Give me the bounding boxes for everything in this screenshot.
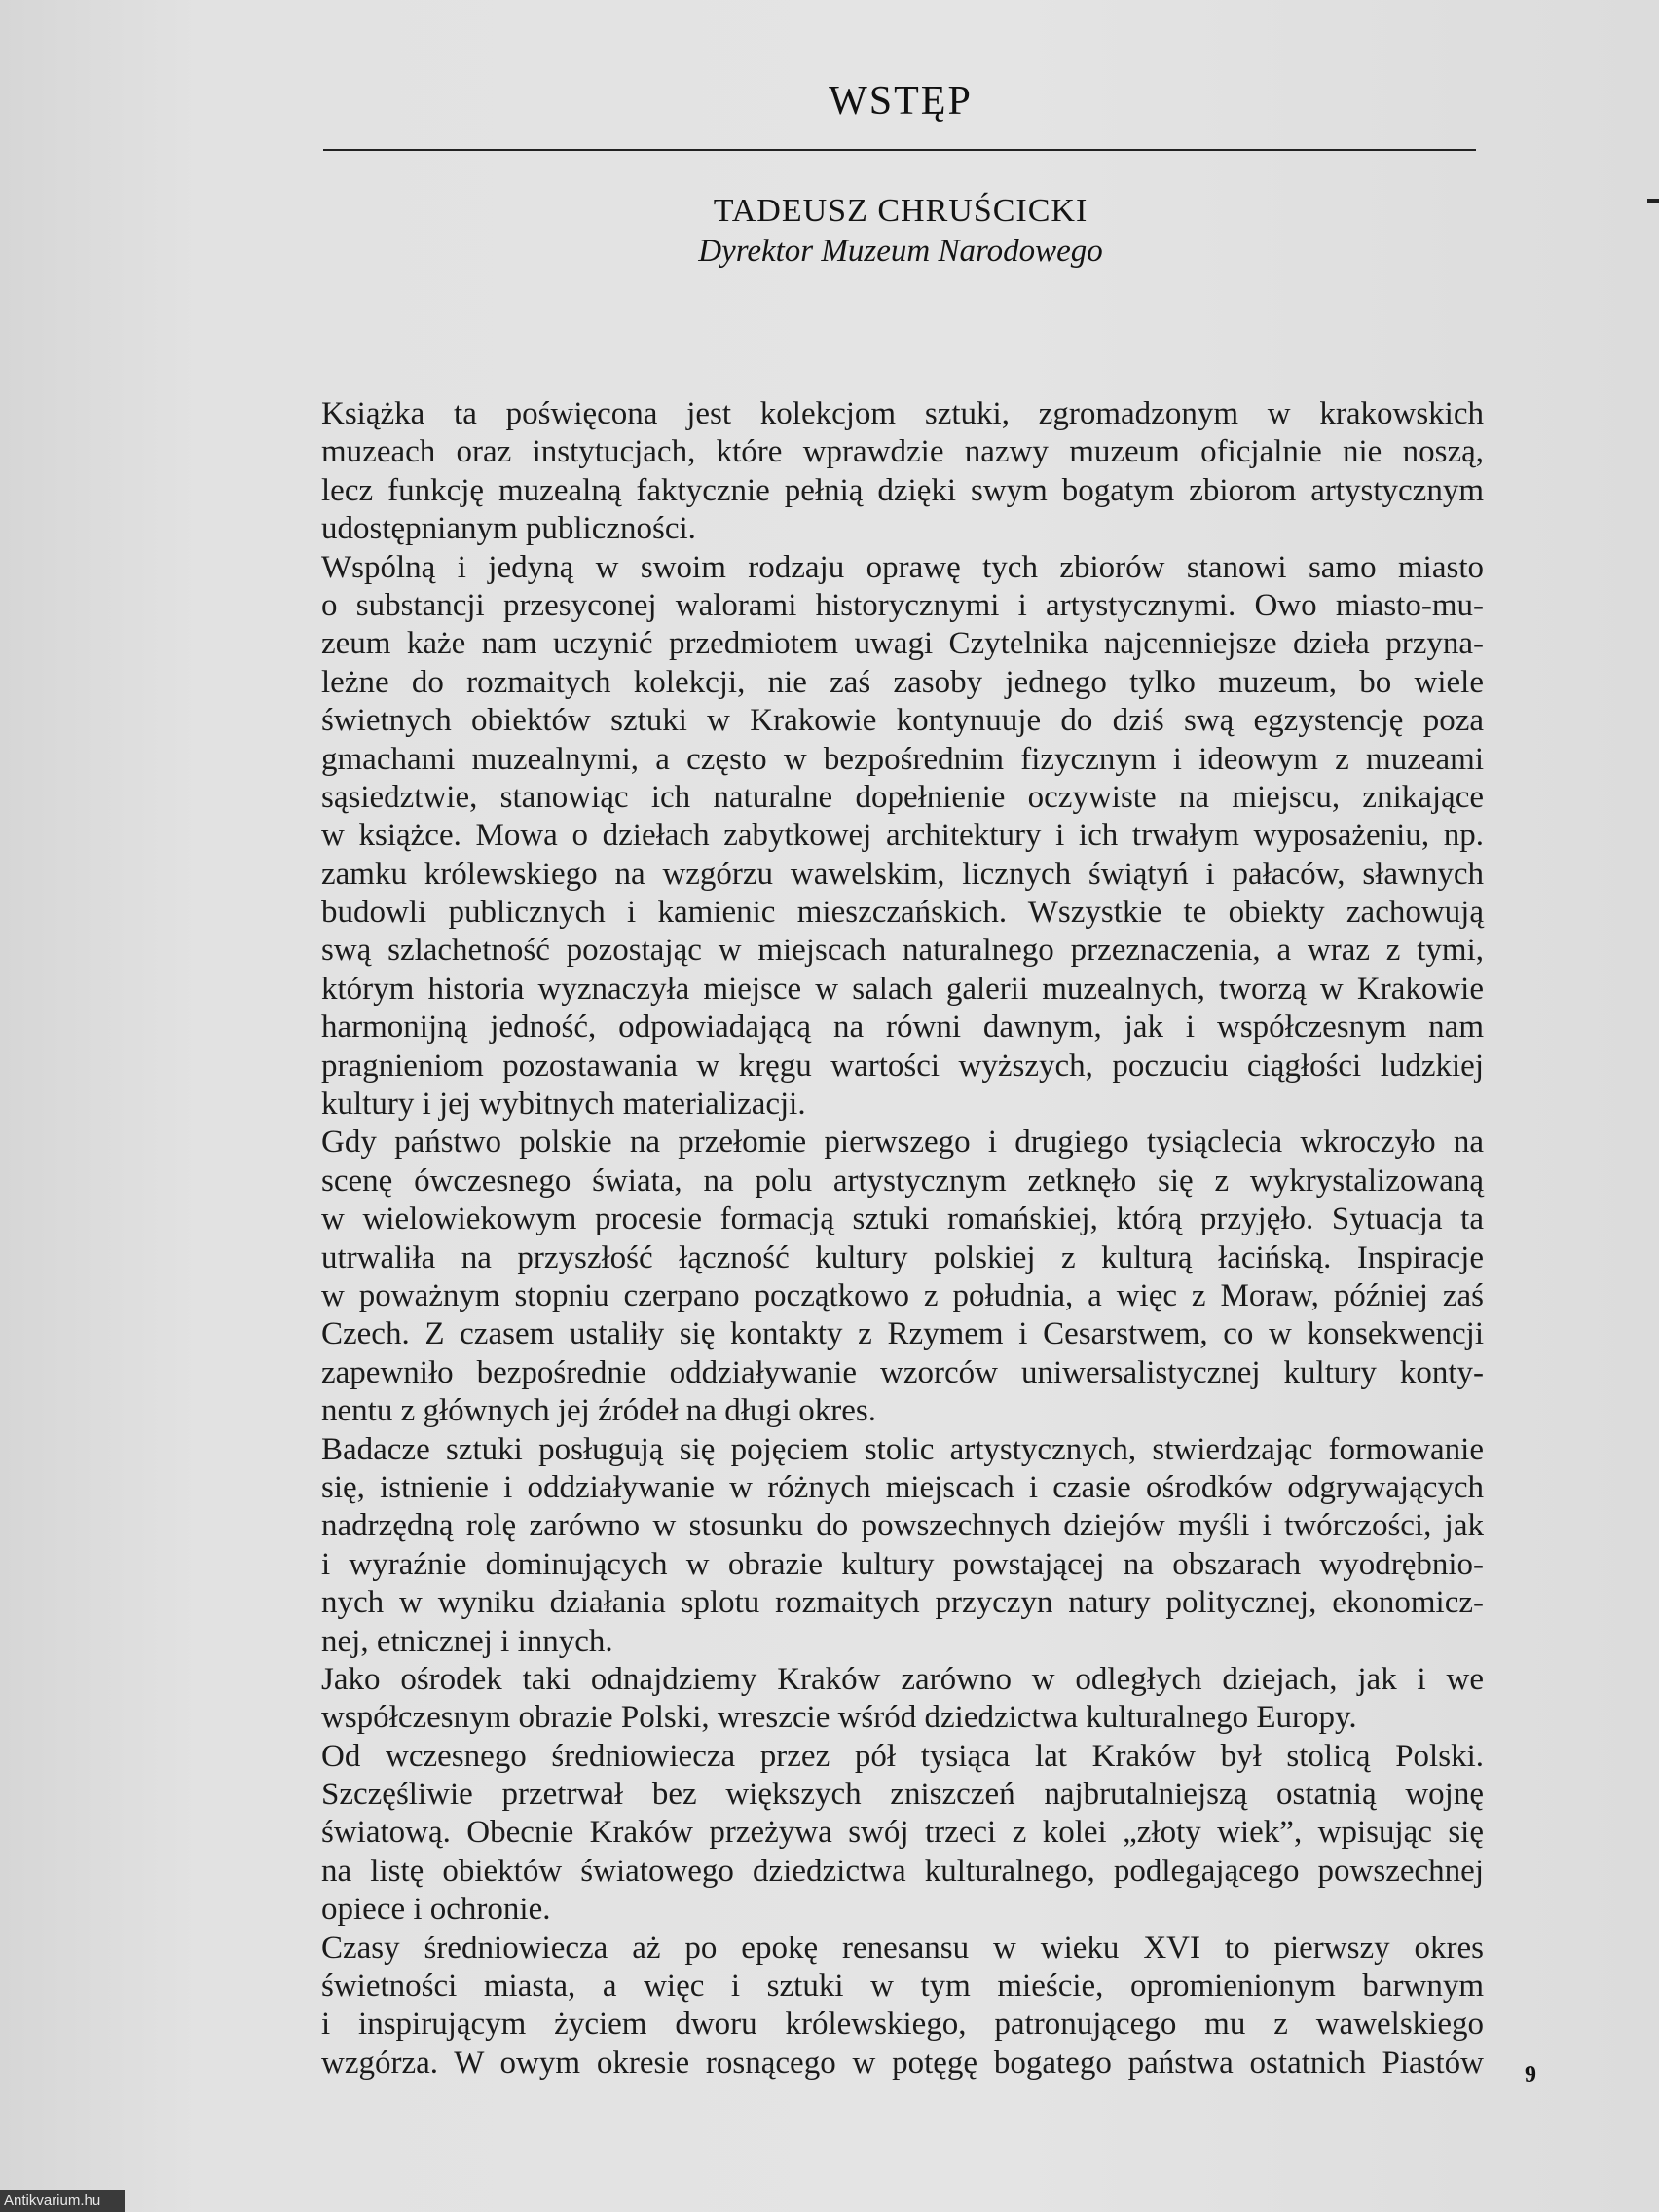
text-line: Badacze sztuki posługują się pojęciem stolic artystycznych, stwierdzając formowanie <box>321 1431 1484 1467</box>
text-line: utrwaliła na przyszłość łączność kultury polskiej z kulturą łacińską. Inspiracje <box>321 1239 1484 1275</box>
text-line: Czech. Z czasem ustaliły się kontakty z Rzymem i Cesarstwem, co w konsekwencji <box>321 1316 1484 1352</box>
text-line: współczesnym obrazie Polski, wreszcie wśród dziedzictwa kulturalnego Europy. <box>321 1700 1357 1736</box>
text-line: muzeach oraz instytucjach, które wprawdzie nazwy muzeum oficjalnie nie noszą, <box>321 434 1484 470</box>
text-line: Wspólną i jedyną w swoim rodzaju oprawę tych zbiorów stanowi samo miasto <box>321 549 1484 585</box>
text-line: budowli publicznych i kamienic mieszczańskich. Wszystkie te obiekty zachowują <box>321 895 1484 931</box>
text-line: wzgórza. W owym okresie rosnącego w potęgę bogatego państwa ostatnich Piastów <box>321 2045 1484 2081</box>
text-line: się, istnienie i oddziaływanie w różnych miejscach i czasie ośrodków odgrywających <box>321 1469 1484 1505</box>
text-line: harmonijną jedność, odpowiadającą na równi dawnym, jak i współczesnym nam <box>321 1010 1484 1046</box>
text-line: świetnych obiektów sztuki w Krakowie kontynuuje do dziś swą egzystencję poza <box>321 703 1484 739</box>
text-line: Jako ośrodek taki odnajdziemy Kraków zarówno w odległych dziejach, jak i we <box>321 1661 1484 1697</box>
text-line: na listę obiektów światowego dziedzictwa kulturalnego, podlegającego powszechnej <box>321 1853 1484 1889</box>
text-line: scenę ówczesnego świata, na polu artystycznym zetknęło się z wykrystalizowaną <box>321 1162 1484 1198</box>
text-line: w książce. Mowa o dziełach zabytkowej architektury i ich trwałym wyposażeniu, np. <box>321 818 1484 854</box>
text-line: opiece i ochronie. <box>321 1892 551 1928</box>
body-text <box>321 395 1484 2083</box>
text-line: zeum każe nam uczynić przedmiotem uwagi Czytelnika najcenniejsze dzieła przyna- <box>321 626 1484 662</box>
text-line: Książka ta poświęcona jest kolekcjom sztuki, zgromadzonym w krakowskich <box>321 396 1484 431</box>
text-line: zapewniło bezpośrednie oddziaływanie wzorców uniwersalistycznej kultury konty- <box>321 1354 1484 1390</box>
text-line: Od wczesnego średniowiecza przez pół tysiąca lat Kraków był stolicą Polski. <box>321 1738 1484 1774</box>
text-line: i inspirującym życiem dworu królewskiego, patronującego mu z wawelskiego <box>321 2007 1484 2043</box>
text-line: sąsiedztwie, stanowiąc ich naturalne dopełnienie oczywiste na miejscu, znikające <box>321 779 1484 815</box>
text-line: nej, etnicznej i innych. <box>321 1623 613 1659</box>
text-line: i wyraźnie dominujących w obrazie kultury powstającej na obszarach wyodrębnio- <box>321 1546 1484 1582</box>
chapter-title: WSTĘP <box>829 79 973 124</box>
text-line: udostępnianym publiczności. <box>321 511 696 547</box>
text-line: Szczęśliwie przetrwał bez większych zniszczeń najbrutalniejszą ostatnią wojnę <box>321 1777 1484 1813</box>
text-line: swą szlachetność pozostając w miejscach naturalnego przeznaczenia, a wraz z tymi, <box>321 933 1484 969</box>
text-line: którym historia wyznaczyła miejsce w salach galerii muzealnych, tworzą w Krakowie <box>321 971 1484 1007</box>
text-line: w wielowiekowym procesie formacją sztuki romańskiej, którą przyjęło. Sytuacja ta <box>321 1201 1484 1237</box>
text-line: pragnieniom pozostawania w kręgu wartości wyższych, poczuciu ciągłości ludzkiej <box>321 1048 1484 1084</box>
text-line: zamku królewskiego na wzgórzu wawelskim, licznych świątyń i pałaców, sławnych <box>321 856 1484 892</box>
watermark: Antikvarium.hu <box>0 2190 125 2212</box>
page-edge-mark <box>1647 199 1659 203</box>
text-line: gmachami muzealnymi, a często w bezpośrednim fizycznym i ideowym z muzeami <box>321 741 1484 777</box>
text-line: kultury i jej wybitnych materializacji. <box>321 1087 806 1123</box>
text-line: leżne do rozmaitych kolekcji, nie zaś zasoby jednego tylko muzeum, bo wiele <box>321 664 1484 700</box>
text-line: o substancji przesyconej walorami historycznymi i artystycznymi. Owo miasto-mu- <box>321 587 1484 623</box>
author-role: Dyrektor Muzeum Narodowego <box>698 234 1103 269</box>
text-line: świetności miasta, a więc i sztuki w tym mieście, opromienionym barwnym <box>321 1969 1484 2005</box>
text-line: w poważnym stopniu czerpano początkowo z południa, a więc z Moraw, później zaś <box>321 1277 1484 1313</box>
text-line: nentu z głównych jej źródeł na długi okres. <box>321 1393 877 1429</box>
text-line: światową. Obecnie Kraków przeżywa swój trzeci z kolei „złoty wiek”, wpisując się <box>321 1815 1484 1851</box>
text-line: lecz funkcję muzealną faktycznie pełnią dzięki swym bogatym zbiorom artystycznym <box>321 472 1484 508</box>
author-name: TADEUSZ CHRUŚCICKI <box>713 193 1088 229</box>
title-rule <box>323 149 1476 151</box>
text-line: nadrzędną rolę zarówno w stosunku do powszechnych dziejów myśli i twórczości, jak <box>321 1508 1484 1544</box>
text-line: Gdy państwo polskie na przełomie pierwszego i drugiego tysiąclecia wkroczyło na <box>321 1124 1484 1161</box>
text-line: nych w wyniku działania splotu rozmaitych przyczyn natury politycznej, ekonomicz- <box>321 1585 1484 1621</box>
text-line: Czasy średniowiecza aż po epokę renesansu w wieku XVI to pierwszy okres <box>321 1930 1484 1966</box>
page-number: 9 <box>1525 2062 1536 2087</box>
